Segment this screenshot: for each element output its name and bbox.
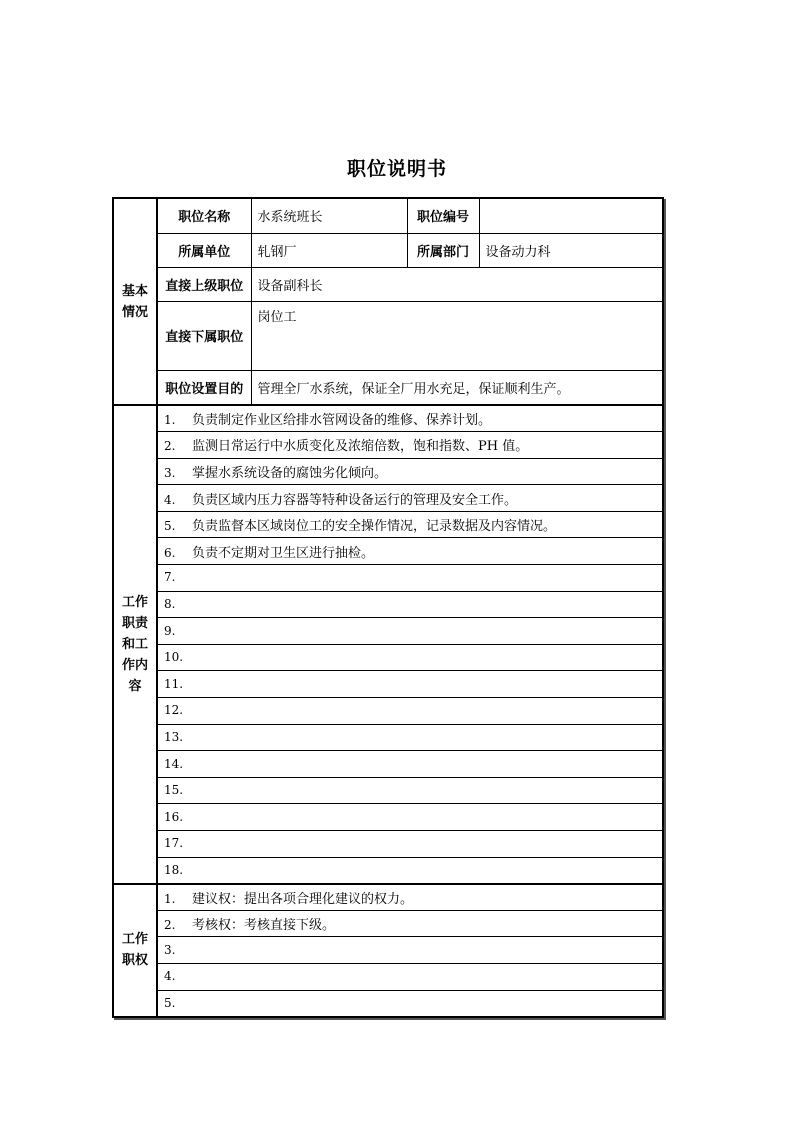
purpose-label: 职位设置目的	[157, 370, 251, 405]
department-value: 设备动力科	[479, 233, 663, 267]
item-number: 1.	[164, 413, 176, 428]
authority-item	[157, 937, 663, 964]
section-duties: 工作职责和工作内容	[113, 405, 157, 884]
item-number: 7.	[164, 570, 176, 585]
section-authority: 工作职权	[113, 884, 157, 1017]
duty-item	[157, 538, 663, 565]
item-number: 15.	[164, 783, 184, 798]
item-number: 3.	[164, 465, 176, 480]
item-number: 13.	[164, 729, 184, 744]
duty-item	[157, 432, 663, 459]
item-number: 4.	[164, 969, 176, 984]
position-name-value: 水系统班长	[251, 198, 407, 233]
item-number: 17.	[164, 836, 184, 851]
superior-label: 直接上级职位	[157, 267, 251, 301]
subordinate-label: 直接下属职位	[157, 301, 251, 370]
duty-item	[157, 591, 663, 618]
duty-item	[157, 698, 663, 725]
item-text: 监测日常运行中水质变化及浓缩倍数，饱和指数、PH 值。	[192, 439, 529, 455]
item-number: 6.	[164, 545, 176, 560]
position-code-value	[479, 198, 663, 233]
item-number: 4.	[164, 492, 176, 507]
item-text: 考核权：考核直接下级。	[192, 918, 336, 934]
item-text: 负责制定作业区给排水管网设备的维修、保养计划。	[192, 413, 492, 429]
department-label: 所属部门	[407, 233, 479, 267]
item-number: 16.	[164, 809, 184, 824]
unit-value: 轧钢厂	[251, 233, 407, 267]
duty-item	[157, 777, 663, 804]
item-number: 12.	[164, 703, 184, 718]
item-text: 建议权：提出各项合理化建议的权力。	[192, 891, 414, 907]
item-text: 负责不定期对卫生区进行抽检。	[192, 545, 375, 561]
item-number: 2.	[164, 918, 176, 933]
duty-item	[157, 565, 663, 592]
page-title: 职位说明书	[346, 158, 447, 180]
job-description-table	[112, 197, 664, 1018]
item-number: 11.	[164, 676, 184, 691]
superior-value: 设备副科长	[251, 267, 663, 301]
item-text: 负责监督本区域岗位工的安全操作情况，记录数据及内容情况。	[192, 519, 557, 535]
duty-item	[157, 831, 663, 858]
authority-item	[157, 884, 663, 911]
item-text: 负责区域内压力容器等特种设备运行的管理及安全工作。	[192, 492, 518, 508]
item-number: 9.	[164, 623, 176, 638]
item-text: 掌握水系统设备的腐蚀劣化倾向。	[192, 465, 388, 481]
item-number: 14.	[164, 756, 184, 771]
authority-item	[157, 963, 663, 990]
section-basic-info: 基本情况	[113, 198, 157, 405]
duty-item	[157, 458, 663, 485]
purpose-value: 管理全厂水系统，保证全厂用水充足，保证顺利生产。	[251, 370, 663, 405]
item-number: 5.	[164, 995, 176, 1010]
position-code-label: 职位编号	[407, 198, 479, 233]
item-number: 1.	[164, 891, 176, 906]
item-number: 18.	[164, 862, 184, 877]
duty-item	[157, 511, 663, 538]
item-number: 10.	[164, 650, 184, 665]
duty-item	[157, 485, 663, 512]
item-number: 2.	[164, 439, 176, 454]
duty-item	[157, 405, 663, 432]
duty-item	[157, 671, 663, 698]
item-number: 5.	[164, 519, 176, 534]
duty-item	[157, 804, 663, 831]
authority-item	[157, 990, 663, 1017]
duty-item	[157, 857, 663, 884]
duty-item	[157, 751, 663, 778]
position-name-label: 职位名称	[157, 198, 251, 233]
authority-item	[157, 910, 663, 937]
unit-label: 所属单位	[157, 233, 251, 267]
duty-item	[157, 644, 663, 671]
item-number: 3.	[164, 942, 176, 957]
item-number: 8.	[164, 596, 176, 611]
duty-item	[157, 618, 663, 645]
subordinate-value: 岗位工	[251, 301, 663, 370]
duty-item	[157, 724, 663, 751]
